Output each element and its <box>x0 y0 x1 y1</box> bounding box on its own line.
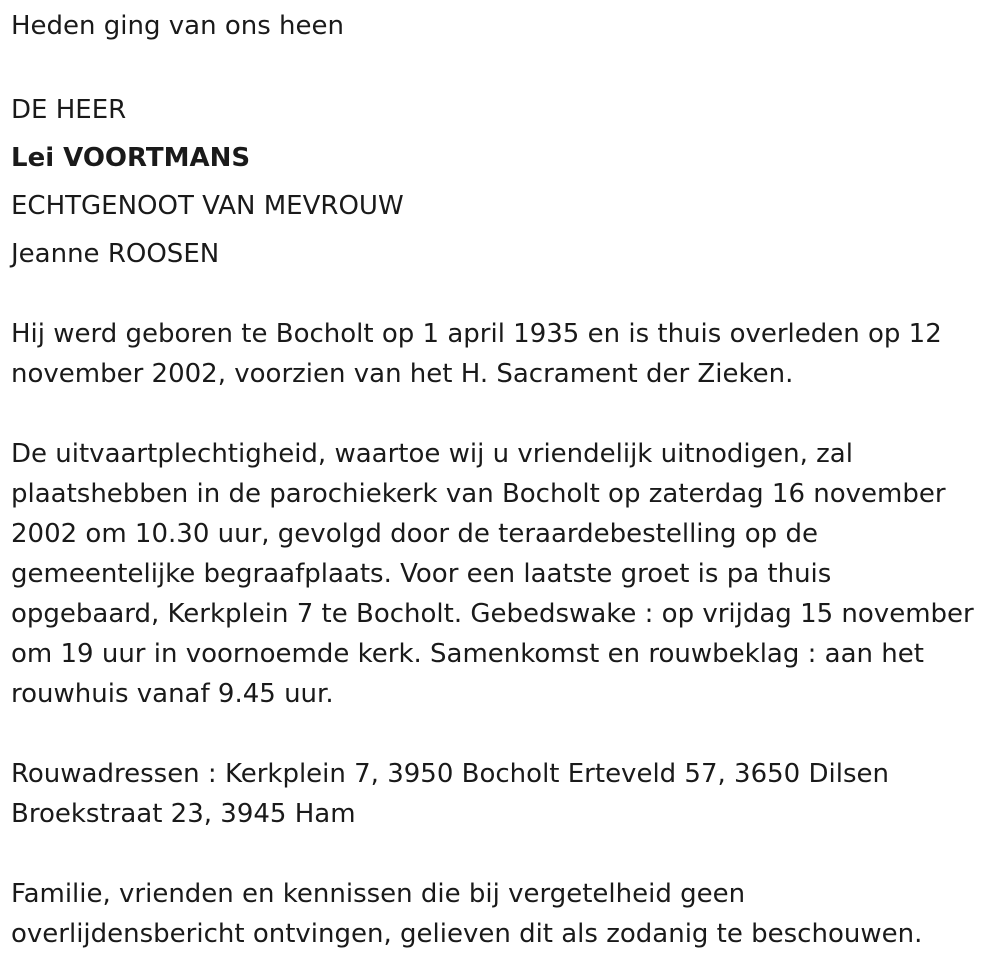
deceased-name: Lei VOORTMANS <box>11 143 251 173</box>
closing-paragraph <box>11 874 991 954</box>
paragraph-line: om 19 uur in voornoemde kerk. Samenkomst en rouwbeklag : aan het <box>11 639 924 669</box>
addresses-paragraph <box>11 754 991 834</box>
funeral-paragraph <box>11 434 991 714</box>
paragraph-line: Hij werd geboren te Bocholt op 1 april 1935 en is thuis overleden op 12 <box>11 319 942 349</box>
spouse-label: ECHTGENOOT VAN MEVROUW <box>11 191 404 221</box>
paragraph-line: november 2002, voorzien van het H. Sacrament der Zieken. <box>11 359 794 389</box>
intro-section <box>11 6 991 46</box>
paragraph-line: Broekstraat 23, 3945 Ham <box>11 799 356 829</box>
paragraph-line: plaatshebben in de parochiekerk van Bocholt op zaterdag 16 november <box>11 479 946 509</box>
paragraph-line: rouwhuis vanaf 9.45 uur. <box>11 679 334 709</box>
paragraph-line: opgebaard, Kerkplein 7 te Bocholt. Gebedswake : op vrijdag 15 november <box>11 599 974 629</box>
paragraph-line: gemeentelijke begraafplaats. Voor een laatste groet is pa thuis <box>11 559 832 589</box>
paragraph-line: overlijdensbericht ontvingen, gelieven dit als zodanig te beschouwen. <box>11 919 923 949</box>
spouse-name: Jeanne ROOSEN <box>11 239 220 269</box>
name-block <box>11 86 991 278</box>
paragraph-line: 2002 om 10.30 uur, gevolgd door de teraardebestelling op de <box>11 519 818 549</box>
paragraph-line: Familie, vrienden en kennissen die bij vergetelheid geen <box>11 879 746 909</box>
paragraph-line: Rouwadressen : Kerkplein 7, 3950 Bocholt Erteveld 57, 3650 Dilsen <box>11 759 889 789</box>
birth-death-paragraph <box>11 314 991 394</box>
title-prefix: DE HEER <box>11 95 127 125</box>
death-notice <box>11 6 991 954</box>
paragraph-line: De uitvaartplechtigheid, waartoe wij u vriendelijk uitnodigen, zal <box>11 439 853 469</box>
intro-text: Heden ging van ons heen <box>11 11 344 41</box>
